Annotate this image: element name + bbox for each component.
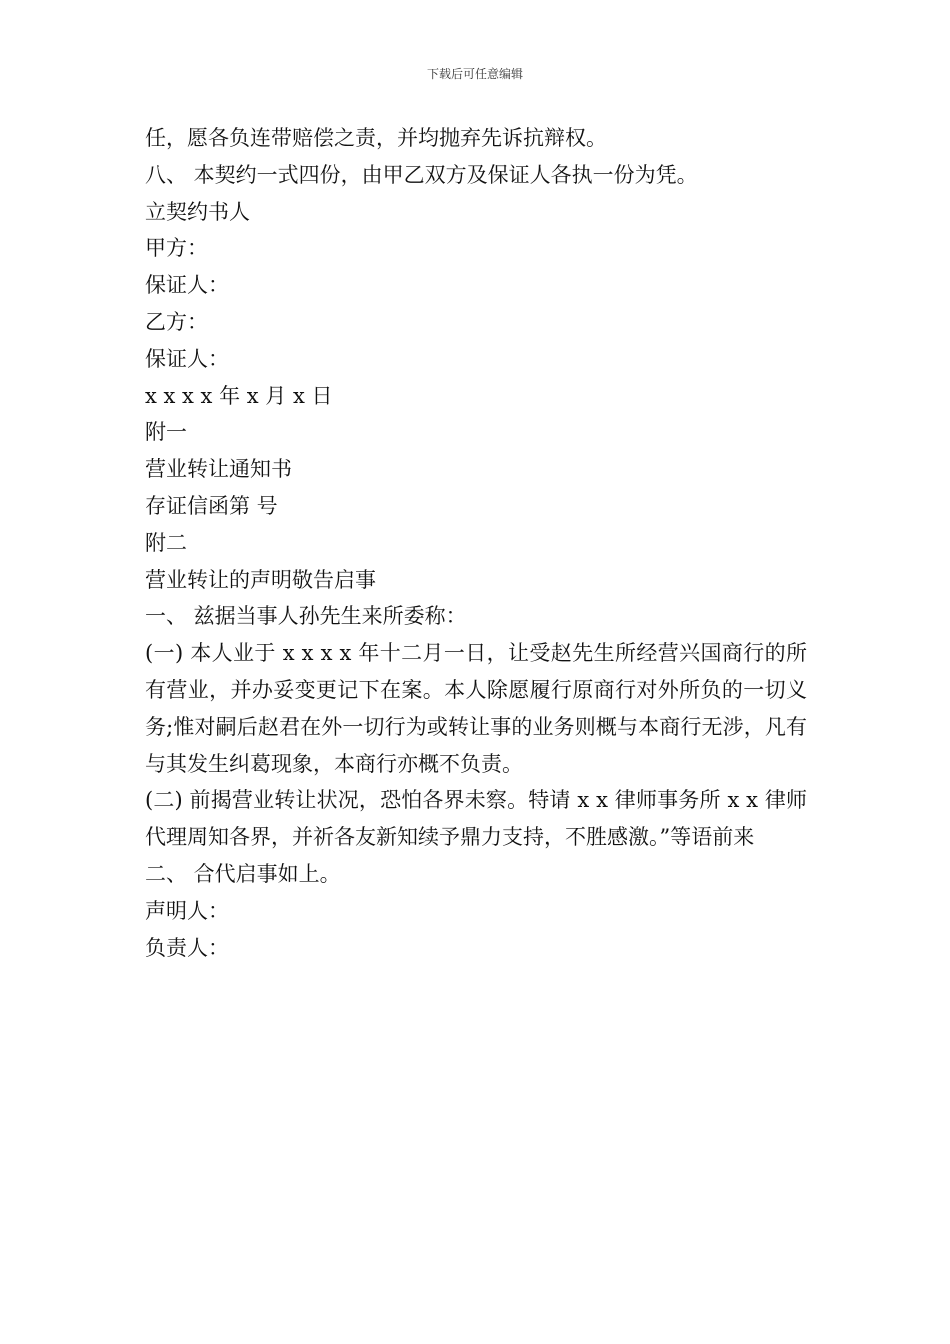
section-two: 二、 合代启事如上。	[145, 861, 341, 886]
appendix-two-heading: 附二	[145, 530, 187, 555]
signatories-heading: 立契约书人	[145, 199, 250, 224]
text-line: 任，愿各负连带赔偿之责，并均抛弃先诉抗辩权。	[145, 126, 607, 150]
appendix-one-heading: 附一	[145, 420, 187, 445]
letter-number-line: 存证信函第 号	[145, 493, 278, 518]
party-b-label: 乙方：	[145, 309, 208, 334]
notice-title: 营业转让通知书	[145, 457, 292, 482]
declarant-label: 声明人：	[145, 898, 229, 923]
date-line: x x x x 年 x 月 x 日	[145, 383, 333, 408]
paragraph-item-two: (二) 前揭营业转让状况，恐怕各界未察。特请 x x 律师事务所 x x 律师代理周知各界，并祈各友新知续予鼎力支持，不胜感激。”等语前来	[145, 788, 807, 850]
guarantor-label: 保证人：	[145, 273, 229, 298]
page-header: 下载后可任意编辑	[426, 67, 523, 81]
section-one: 一、 兹据当事人孙先生来所委称：	[145, 604, 467, 629]
guarantor-label: 保证人：	[145, 346, 229, 371]
clause-eight: 八、 本契约一式四份，由甲乙双方及保证人各执一份为凭。	[145, 162, 698, 187]
responsible-person-label: 负责人：	[145, 935, 229, 960]
party-a-label: 甲方：	[145, 236, 208, 261]
paragraph-item-one: (一) 本人业于 x x x x 年十二月一日，让受赵先生所经营兴国商行的所有营业，并办妥变更记下在案。本人除愿履行原商行对外所负的一切义务;惟对嗣后赵君在外一切行为或转让事的业务则概与本商行无涉，凡有与其发生纠葛现象，本商行亦概不负责。	[145, 641, 807, 776]
statement-title: 营业转让的声明敬告启事	[145, 567, 376, 592]
document-body	[145, 120, 807, 966]
